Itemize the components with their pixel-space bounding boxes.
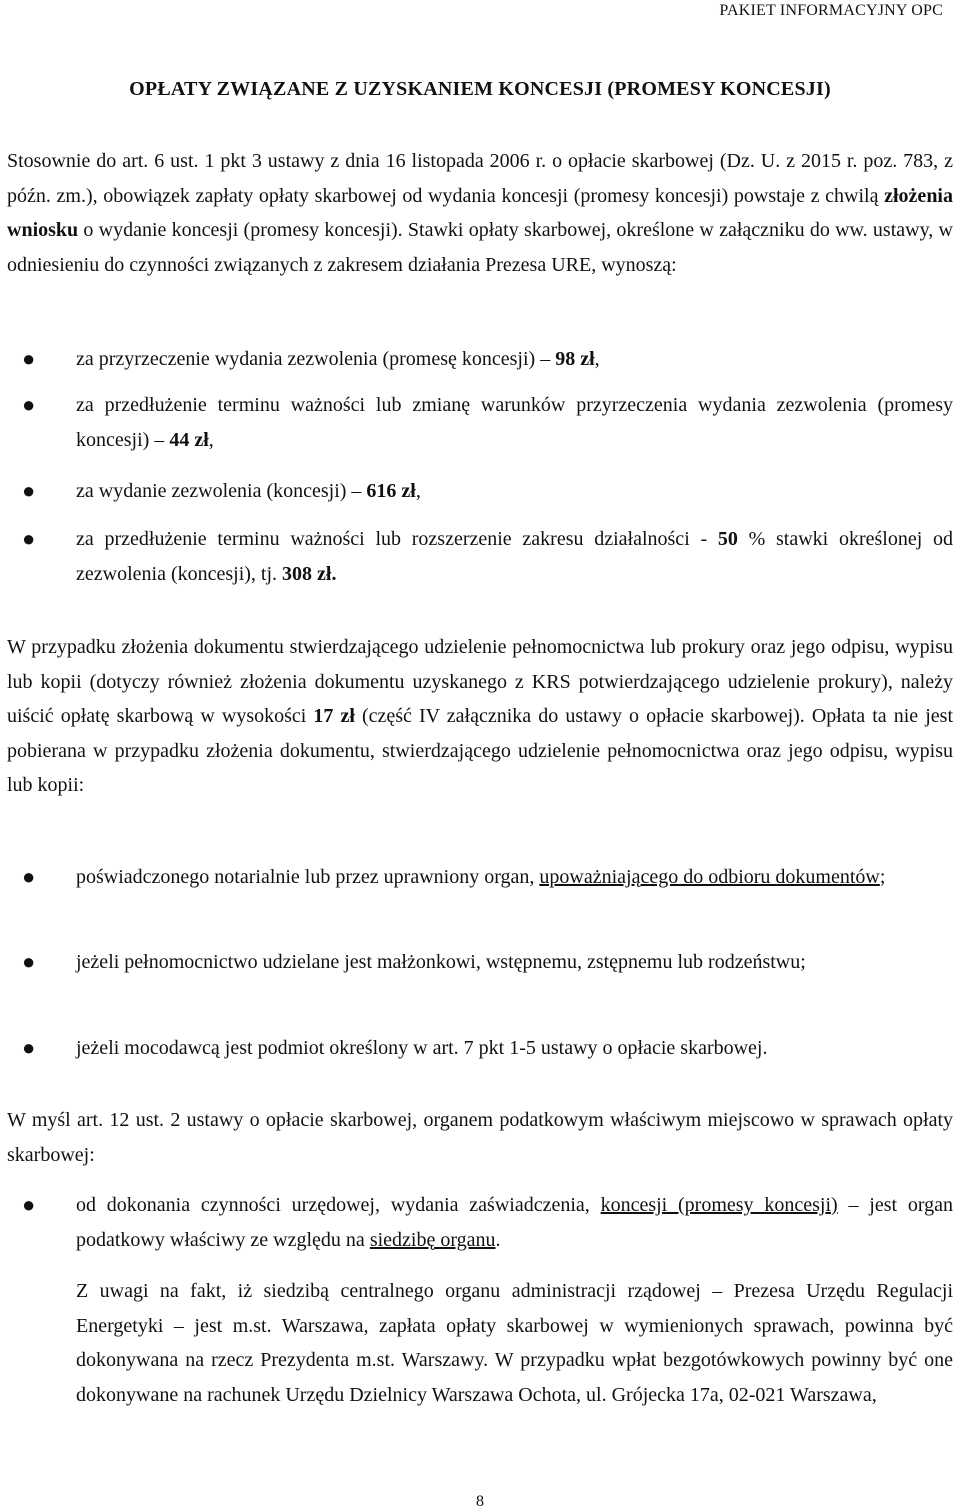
- exemption-text: poświadczonego notarialnie lub przez uprawniony organ,: [76, 866, 540, 888]
- fee-item: [76, 522, 953, 591]
- fee-amount: 44 zł: [169, 428, 209, 451]
- bullet-icon: ●: [22, 1192, 36, 1217]
- fee-percent: 50: [717, 528, 738, 550]
- authority-text-mid: – jest organ podatkowy właściwy ze względu na: [76, 1194, 954, 1251]
- bullet-icon: ●: [22, 346, 36, 371]
- authority-underlined: koncesji (promesy koncesji): [600, 1194, 838, 1216]
- exemption-item: [76, 860, 953, 895]
- bullet-icon: ●: [22, 526, 36, 551]
- proxy-text: W przypadku złożenia dokumentu stwierdzającego udzielenie pełnomocnictwa lub prokury oraz jego odpisu, wypisu lub kopii (dotyczy również złożenia dokumentu uzyskanego z KRS potwierdzającego udzielenie prokury), należy uiścić opłatę skarbową w wysokości: [7, 636, 953, 728]
- proxy-amount: 17 zł: [313, 705, 355, 728]
- exemption-suffix: ;: [879, 866, 886, 888]
- proxy-fee-paragraph: [7, 630, 953, 803]
- fee-suffix: ,: [415, 480, 421, 502]
- bullet-icon: ●: [22, 478, 36, 503]
- authority-item: [76, 1188, 953, 1257]
- fee-item: [76, 388, 953, 457]
- document-title: OPŁATY ZWIĄZANE Z UZYSKANIEM KONCESJI (PROMESY KONCESJI): [129, 78, 831, 100]
- exemption-underlined: upoważniającego do odbioru dokumentów: [539, 866, 880, 888]
- bullet-icon: ●: [22, 1035, 36, 1060]
- authority-text: od dokonania czynności urzędowej, wydania zaświadczenia,: [76, 1194, 601, 1216]
- authority-underlined-2: siedzibę organu: [369, 1228, 496, 1251]
- fee-suffix: ,: [594, 348, 600, 370]
- proxy-text-end: (część IV załącznika do ustawy o opłacie skarbowej). Opłata ta nie jest pobierana w przypadku złożenia dokumentu, stwierdzającego udzielenie pełnomocnictwa oraz jego odpisu, wypisu lub kopii:: [7, 705, 954, 797]
- warsaw-paragraph: Z uwagi na fakt, iż siedzibą centralnego organu administracji rządowej – Prezesa Urzędu Regulacji Energetyki – jest m.st. Warszawa, zapłata opłaty skarbowej w wymienionych sprawach, powinna być dokonywana na rzecz Prezydenta m.st. Warszawy. W przypadku wpłat bezgotówkowych powinny być one dokonywane na rachunek Urzędu Dzielnicy Warszawa Ochota, ul. Grójecka 17a, 02-021 Warszawa,: [76, 1280, 953, 1406]
- fee-amount: 98 zł: [555, 348, 595, 370]
- intro-text: Stosownie do art. 6 ust. 1 pkt 3 ustawy z dnia 16 listopada 2006 r. o opłacie skarbowej (Dz. U. z 2015 r. poz. 783, z późn. zm.), obowiązek zapłaty opłaty skarbowej od wydania koncesji (promesy koncesji) powstaje z chwilą: [7, 150, 953, 207]
- authority-suffix: .: [495, 1228, 501, 1251]
- fee-text-mid: % stawki określonej od zezwolenia (koncesji), tj.: [76, 528, 953, 585]
- exemption-text: jeżeli pełnomocnictwo udzielane jest małżonkowi, wstępnemu, zstępnemu lub rodzeństwu;: [76, 951, 806, 973]
- fee-amount: 616 zł: [366, 480, 416, 502]
- fee-item: [76, 342, 953, 377]
- fee-item: [76, 474, 953, 509]
- header-title: PAKIET INFORMACYJNY OPC: [719, 2, 943, 19]
- exemption-text: jeżeli mocodawcą jest podmiot określony w art. 7 pkt 1-5 ustawy o opłacie skarbowej.: [76, 1037, 768, 1059]
- intro-bold: złożenia wniosku: [7, 184, 953, 242]
- fee-text: za wydanie zezwolenia (koncesji) –: [76, 480, 367, 502]
- fee-text: za przedłużenie terminu ważności lub rozszerzenie zakresu działalności -: [76, 528, 718, 550]
- exemption-item: [76, 1031, 953, 1066]
- fee-text: za przedłużenie terminu ważności lub zmianę warunków przyrzeczenia wydania zezwolenia (promesy koncesji) –: [76, 394, 953, 451]
- bullet-icon: ●: [22, 864, 36, 889]
- bullet-icon: ●: [22, 949, 36, 974]
- bullet-icon: ●: [22, 392, 36, 417]
- fee-suffix: ,: [208, 428, 214, 451]
- intro-text-end: o wydanie koncesji (promesy koncesji). Stawki opłaty skarbowej, określone w załączniku do ww. ustawy, w odniesieniu do czynności związanych z zakresem działania Prezesa URE, wynoszą:: [7, 219, 953, 276]
- tax-authority-paragraph: W myśl art. 12 ust. 2 ustawy o opłacie skarbowej, organem podatkowym właściwym miejscowo w sprawach opłaty skarbowej:: [7, 1109, 953, 1166]
- exemption-item: [76, 945, 953, 980]
- intro-paragraph: [7, 144, 953, 282]
- fee-text: za przyrzeczenie wydania zezwolenia (promesę koncesji) –: [76, 348, 556, 370]
- page-number: 8: [476, 1493, 484, 1510]
- fee-amount: 308 zł.: [282, 562, 337, 585]
